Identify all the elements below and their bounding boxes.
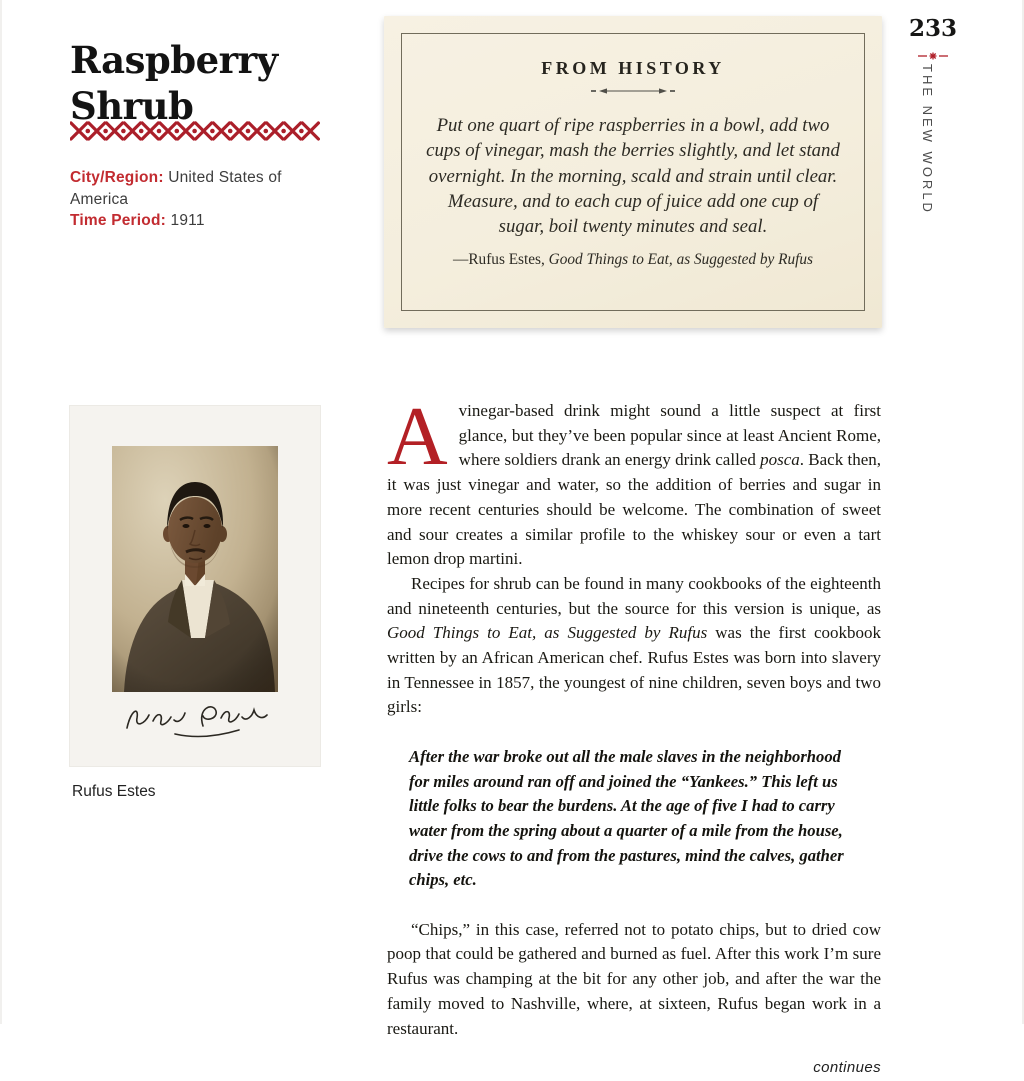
history-attribution-work: Good Things to Eat, as Suggested by Rufus [548, 251, 813, 269]
paragraph-2-italic: Good Things to Eat, as Suggested by Rufus [387, 623, 708, 643]
chapter-edge-label: THE NEW WORLD [920, 64, 935, 215]
meta-label-time-period: Time Period: [70, 212, 166, 229]
arrow-rule-divider-icon [426, 84, 840, 102]
recipe-title-line1: Raspberry [70, 37, 278, 82]
meta-value-time-period: 1911 [170, 212, 205, 229]
recipe-title-line2: Shrub [70, 83, 194, 128]
paragraph-3: “Chips,” in this case, referred not to potato chips, but to dried cow poop that could be gathered and burned as fuel. After this work I’m sure Rufus was champing at the bit for any other job, and after the war the family moved to Nashville, where, at sixteen, Rufus began work in a restaurant. [387, 919, 881, 1038]
page-number: 233 [908, 15, 957, 42]
article-body [387, 390, 882, 1081]
cross-stitch-ornament-icon [70, 120, 320, 147]
portrait-photo-card [70, 406, 320, 766]
paragraph-2-text: Recipes for shrub can be found in many cookbooks of the eighteenth and nineteenth centuries, but the source for this version is unique, as [387, 573, 881, 618]
recipe-meta [70, 167, 292, 232]
paragraph-1-italic: posca [760, 450, 800, 470]
from-history-box [384, 16, 882, 328]
portrait-photo [112, 446, 278, 692]
dropcap-letter: A [387, 390, 448, 483]
meta-value-city-region: United States of America [70, 169, 282, 208]
paragraph-1-text-end: . Back then, it was just vinegar and water, so the addition of berries and sugar in more recent centuries should be welcome. The combination of sweet and sour creates a similar profile to the whiskey sour or even a tart lemon drop martini. [387, 450, 882, 569]
paragraph-1-text: vinegar-based drink might sound a little suspect at first glance, but they’ve been popular since at least Ancient Rome, where soldiers drank an energy drink called [458, 401, 881, 470]
history-attribution-name: —Rufus Estes, [453, 251, 549, 269]
signature-handwriting [70, 696, 320, 747]
paragraph-1 [387, 390, 882, 572]
from-history-heading: FROM HISTORY [541, 58, 725, 78]
paragraph-2 [387, 572, 881, 720]
history-attribution [426, 251, 840, 269]
recipe-title [70, 37, 350, 129]
from-history-box-border [401, 33, 865, 311]
meta-label-city-region: City/Region: [70, 169, 164, 186]
history-quote: Put one quart of ripe raspberries in a bowl, add two cups of vinegar, mash the berries slightly, and let stand overnight. In the morning, scald and strain until clear. Measure, and to each cup of juice add one cup of sugar, boil twenty minutes and seal. [426, 115, 840, 238]
paragraph-2-text-end: was the first cookbook written by an African American chef. Rufus Estes was born into slavery in Tennessee in 1857, the youngest of nine children, seven boys and two girls: [387, 623, 881, 717]
photo-caption: Rufus Estes [72, 783, 156, 800]
memoir-blockquote: After the war broke out all the male slaves in the neighborhood for miles around ran off and joined the “Yankees.” This left us little folks to bear the burdens. At the age of five I had to carry water from the spring about a quarter of a mile from the house, drive the cows to and from the pastures, mind the calves, gather chips, etc. [409, 747, 844, 890]
continues-label: continues [813, 1059, 881, 1077]
